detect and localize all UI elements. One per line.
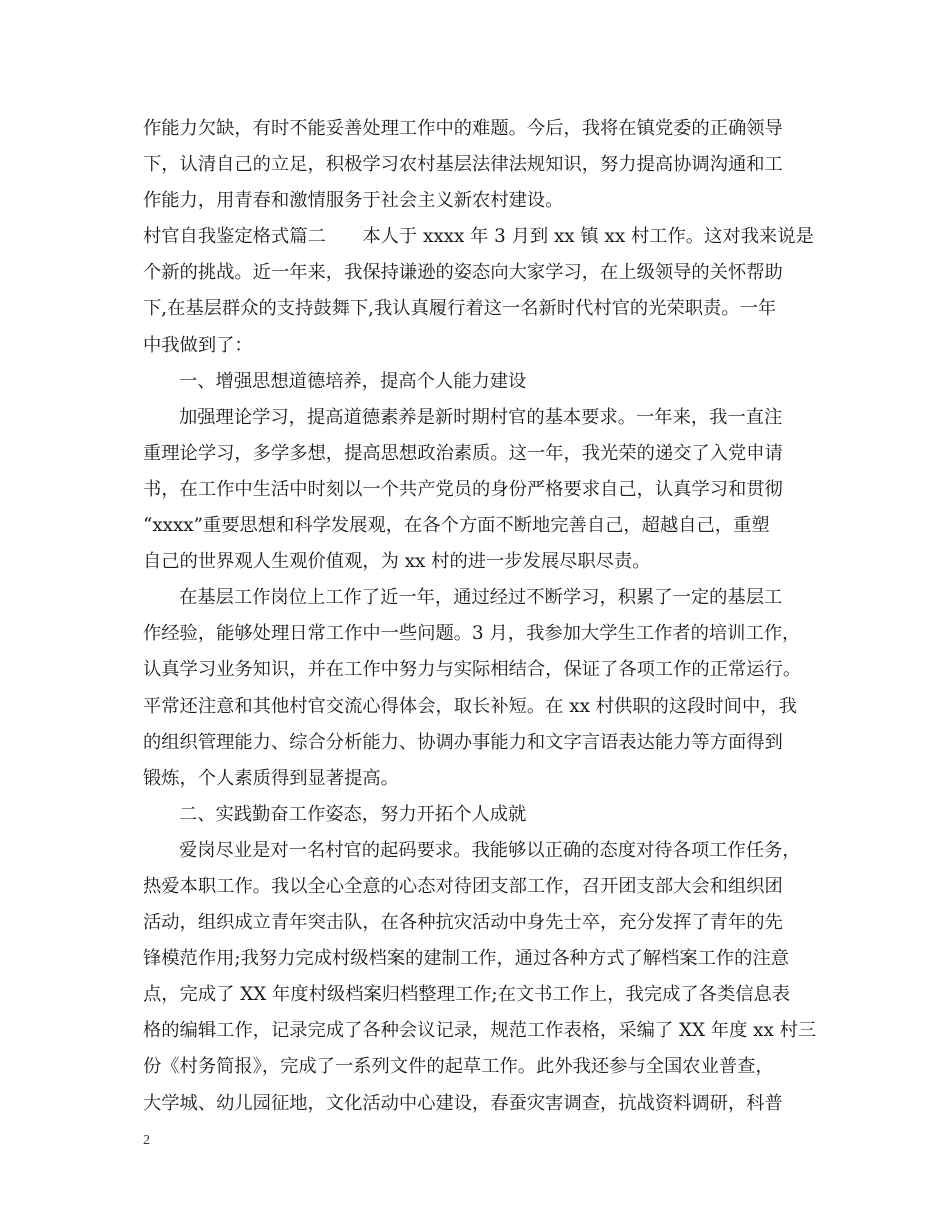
text-line: “xxxx”重要思想和科学发展观，在各个方面不断地完善自己，超越自己，重塑 <box>143 515 770 537</box>
text-line: 爱岗尽业是对一名村官的起码要求。我能够以正确的态度对待各项工作任务， <box>179 839 801 861</box>
text-line: 加强理论学习，提高道德素养是新时期村官的基本要求。一年来，我一直注 <box>179 406 783 428</box>
text-line: 锻炼，个人素质得到显著提高。 <box>143 767 399 789</box>
text-line: 自己的世界观人生观价值观，为 xx 村的进一步发展尽职尽责。 <box>143 551 651 573</box>
text-line: 下,在基层群众的支持鼓舞下,我认真履行着这一名新时代村官的光荣职责。一年 <box>143 298 777 320</box>
text-line: 村官自我鉴定格式篇二 本人于 xxxx 年 3 月到 xx 镇 xx 村工作。这对我来说是 <box>143 226 814 248</box>
text-line: 作经验，能够处理日常工作中一些问题。3 月，我参加大学生工作者的培训工作， <box>143 623 801 645</box>
text-line: 活动，组织成立青年突击队，在各种抗灾活动中身先士卒，充分发挥了青年的先 <box>143 912 783 934</box>
text-line: 点，完成了 XX 年度村级档案归档整理工作;在文书工作上，我完成了各类信息表 <box>143 984 791 1006</box>
text-line: 作能力，用青春和激情服务于社会主义新农村建设。 <box>143 190 564 212</box>
text-line: 重理论学习，多学多想，提高思想政治素质。这一年，我光荣的递交了入党申请 <box>143 442 783 464</box>
page-number: 2 <box>143 1133 150 1148</box>
text-line: 平常还注意和其他村官交流心得体会，取长补短。在 xx 村供职的这段时间中，我 <box>143 695 797 717</box>
text-line: 锋模范作用;我努力完成村级档案的建制工作，通过各种方式了解档案工作的注意 <box>143 948 790 970</box>
text-line: 大学城、幼儿园征地，文化活动中心建设，春蚕灾害调查，抗战资料调研，科普 <box>143 1092 783 1114</box>
text-line: 份《村务简报》，完成了一系列文件的起草工作。此外我还参与全国农业普查， <box>143 1056 774 1078</box>
text-line: 热爱本职工作。我以全心全意的心态对待团支部工作，召开团支部大会和组织团 <box>143 875 783 897</box>
text-line: 在基层工作岗位上工作了近一年，通过经过不断学习，积累了一定的基层工 <box>179 587 783 609</box>
text-line: 的组织管理能力、综合分析能力、协调办事能力和文字言语表达能力等方面得到 <box>143 731 783 753</box>
text-line: 中我做到了： <box>143 334 253 356</box>
text-line: 个新的挑战。近一年来，我保持谦逊的姿态向大家学习，在上级领导的关怀帮助 <box>143 262 783 284</box>
text-line: 二、实践勤奋工作姿态，努力开拓个人成就 <box>179 803 527 825</box>
text-line: 书，在工作中生活中时刻以一个共产党员的身份严格要求自己，认真学习和贯彻 <box>143 478 783 500</box>
text-line: 格的编辑工作，记录完成了各种会议记录，规范工作表格，采编了 XX 年度 xx 村三 <box>143 1020 817 1042</box>
text-line: 下，认清自己的立足，积极学习农村基层法律法规知识，努力提高协调沟通和工 <box>143 154 783 176</box>
document-body <box>143 111 817 1122</box>
text-line: 一、增强思想道德培养，提高个人能力建设 <box>179 370 527 392</box>
text-line: 认真学习业务知识，并在工作中努力与实际相结合，保证了各项工作的正常运行。 <box>143 659 802 681</box>
text-line: 作能力欠缺，有时不能妥善处理工作中的难题。今后，我将在镇党委的正确领导 <box>143 118 783 139</box>
